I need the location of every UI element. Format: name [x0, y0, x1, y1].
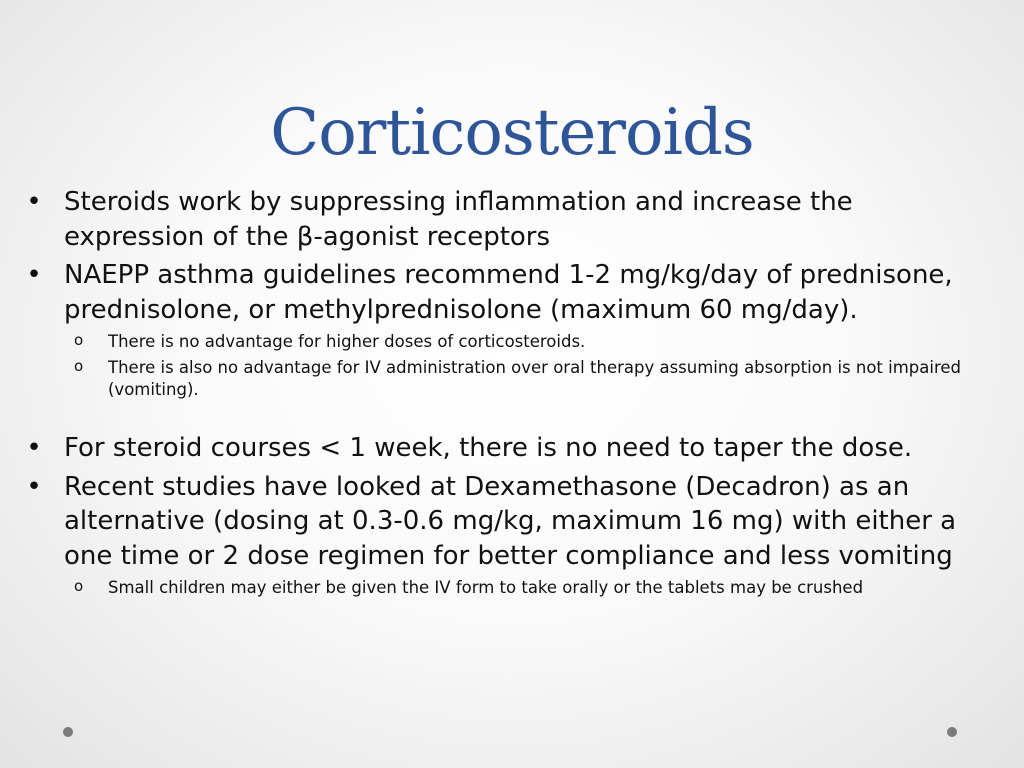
sub-bullet-icon: o — [74, 331, 84, 349]
sub-bullet-text: Small children may either be given the IV form to take orally or the tablets may be crushed — [108, 578, 864, 597]
slide-body — [24, 185, 984, 599]
bullet-text: Steroids work by suppressing inflammation and increase the expression of the β-agonist receptors — [64, 187, 853, 252]
spacer — [24, 401, 984, 431]
sub-bullet-item — [24, 357, 984, 401]
sub-bullet-icon: o — [74, 357, 84, 375]
bullet-item — [24, 470, 984, 574]
bullet-item — [24, 258, 984, 327]
bullet-item — [24, 185, 984, 254]
corner-dot-right-icon — [947, 727, 957, 737]
bullet-icon: • — [26, 260, 42, 290]
corner-dot-left-icon — [63, 727, 73, 737]
sub-bullet-item — [24, 331, 984, 353]
bullet-icon: • — [26, 471, 42, 502]
bullet-item — [24, 431, 984, 466]
sub-bullet-text: There is also no advantage for IV administration over oral therapy assuming absorption is not impaired (vomiting). — [108, 358, 962, 399]
bullet-text: NAEPP asthma guidelines recommend 1-2 mg/kg/day of prednisone, prednisolone, or methylprednisolone (maximum 60 mg/day). — [64, 260, 953, 325]
bullet-text: Recent studies have looked at Dexamethasone (Decadron) as an alternative (dosing at 0.3-0.6 mg/kg, maximum 16 mg) with either a one time or 2 dose regimen for better compliance and less vomiting — [64, 471, 957, 571]
slide-title: Corticosteroids — [270, 96, 754, 170]
sub-bullet-item — [24, 577, 984, 599]
sub-bullet-icon: o — [74, 577, 84, 595]
bullet-text: For steroid courses < 1 week, there is no need to taper the dose. — [64, 433, 913, 463]
bullet-icon: • — [26, 433, 42, 463]
sub-bullet-text: There is no advantage for higher doses of corticosteroids. — [108, 332, 586, 351]
bullet-icon: • — [26, 187, 42, 217]
